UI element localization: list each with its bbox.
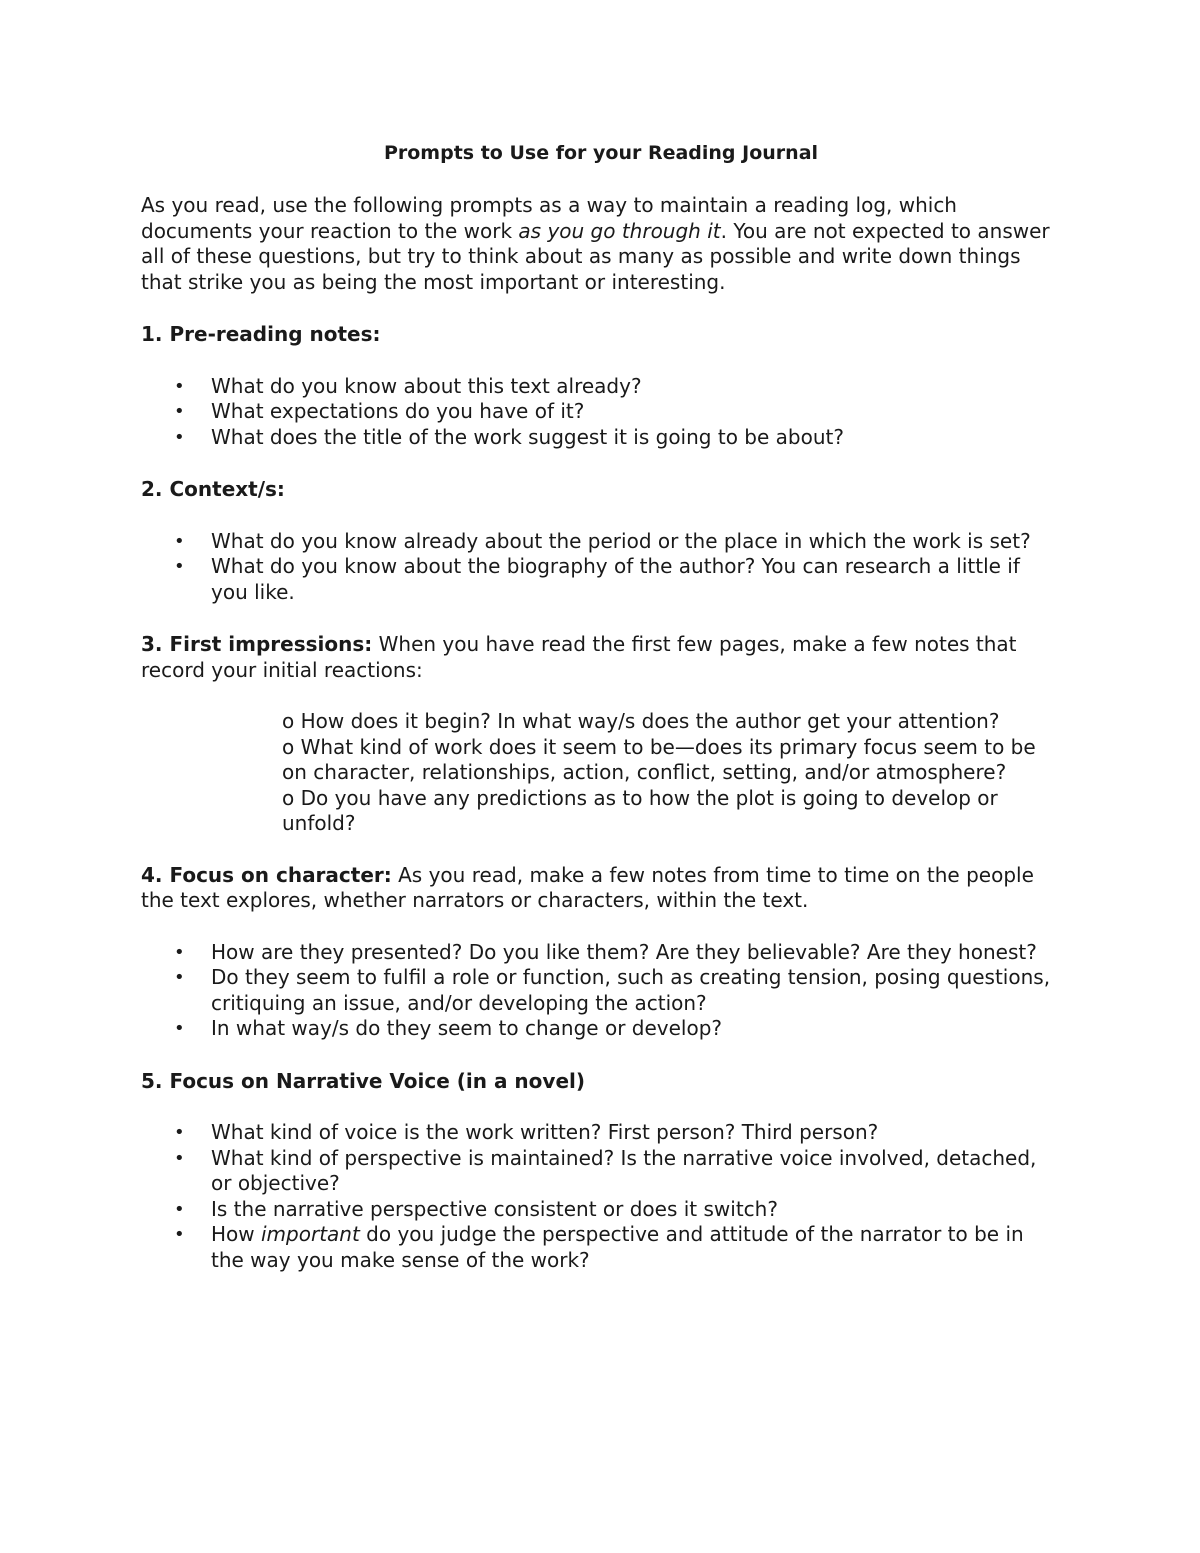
list-item: • Do they seem to fulfil a role or function, such as creating tension, posing questions, critiquing an issue, and/or developing the action? (174, 965, 1051, 1015)
section-3-heading: 3. First impressions: (141, 632, 373, 656)
bullet-icon: • (174, 401, 185, 422)
list-item: o How does it begin? In what way/s does the author get your attention? (282, 709, 1000, 733)
section-3-list (282, 709, 1062, 837)
section-3-lead: When you have read the first few pages, make a few notes that record your initial reactions: (141, 632, 1017, 682)
bullet-icon: • (174, 1224, 185, 1245)
section-2-heading: 2. Context/s: (141, 477, 285, 501)
bullet-icon: • (174, 1122, 185, 1143)
list-item: • What do you know already about the period or the place in which the work is set? (174, 528, 1031, 553)
section-4-heading: 4. Focus on character: (141, 862, 392, 887)
list-item: • Is the narrative perspective consistent or does it switch? (174, 1196, 778, 1221)
section-1-heading: 1. Pre-reading notes: (141, 322, 381, 346)
bullet-icon: • (174, 1147, 185, 1169)
list-item: o Do you have any predictions as to how the plot is going to develop or unfold? (282, 785, 998, 835)
list-item: • What do you know about this text already? (174, 373, 642, 398)
intro-text-2: . You are not expected to answer all of these questions, but try to think about as many as possible and write down things that strike you as being the most important or interesting. (141, 218, 1050, 294)
list-item: • What do you know about the biography of the author? You can research a little if you like. (174, 554, 1020, 604)
intro-paragraph (141, 193, 1061, 295)
document-page (141, 140, 1061, 1300)
section-5-heading: 5. Focus on Narrative Voice (in a novel) (141, 1068, 586, 1093)
list-item: • What kind of voice is the work written? First person? Third person? (174, 1120, 879, 1144)
document-title: Prompts to Use for your Reading Journal (383, 142, 819, 164)
list-item: • In what way/s do they seem to change or develop? (174, 1016, 723, 1040)
section-4-lead: As you read, make a few notes from time to time on the people the text explores, whether narrators or characters, within the text. (141, 862, 1034, 912)
list-item: • What does the title of the work suggest it is going to be about? (174, 424, 844, 449)
bullet-icon: • (174, 556, 185, 577)
list-item: o What kind of work does it seem to be—does its primary focus seem to be on character, relationships, action, conflict, setting, and/or atmosphere? (282, 734, 1036, 784)
bullet-icon: • (174, 426, 185, 448)
section-4-paragraph (141, 863, 1061, 914)
bullet-icon: • (174, 1018, 185, 1039)
bullet-icon: • (174, 941, 185, 963)
section-1-list (141, 374, 1061, 451)
intro-text-1: As you read, use the following prompts as a way to maintain a reading log, which documents your reaction to the work (141, 193, 957, 243)
section-2-list (141, 529, 1061, 606)
bullet-icon: • (174, 375, 185, 397)
intro-italic: as you go through it (518, 218, 721, 243)
section-5-list (141, 1120, 1061, 1273)
emphasis-important: important (261, 1222, 360, 1246)
section-4-list (141, 940, 1061, 1042)
bullet-icon: • (174, 967, 185, 988)
section-3-paragraph (141, 632, 1061, 683)
list-item: • What kind of perspective is maintained? Is the narrative voice involved, detached, or objective? (174, 1145, 1037, 1195)
list-item: • How important do you judge the perspective and attitude of the narrator to be in the way you make sense of the work? (174, 1222, 1024, 1272)
list-item: • What expectations do you have of it? (174, 399, 585, 423)
bullet-icon: • (174, 1198, 185, 1220)
list-item: • How are they presented? Do you like them? Are they believable? Are they honest? (174, 939, 1037, 964)
bullet-icon: • (174, 530, 185, 552)
